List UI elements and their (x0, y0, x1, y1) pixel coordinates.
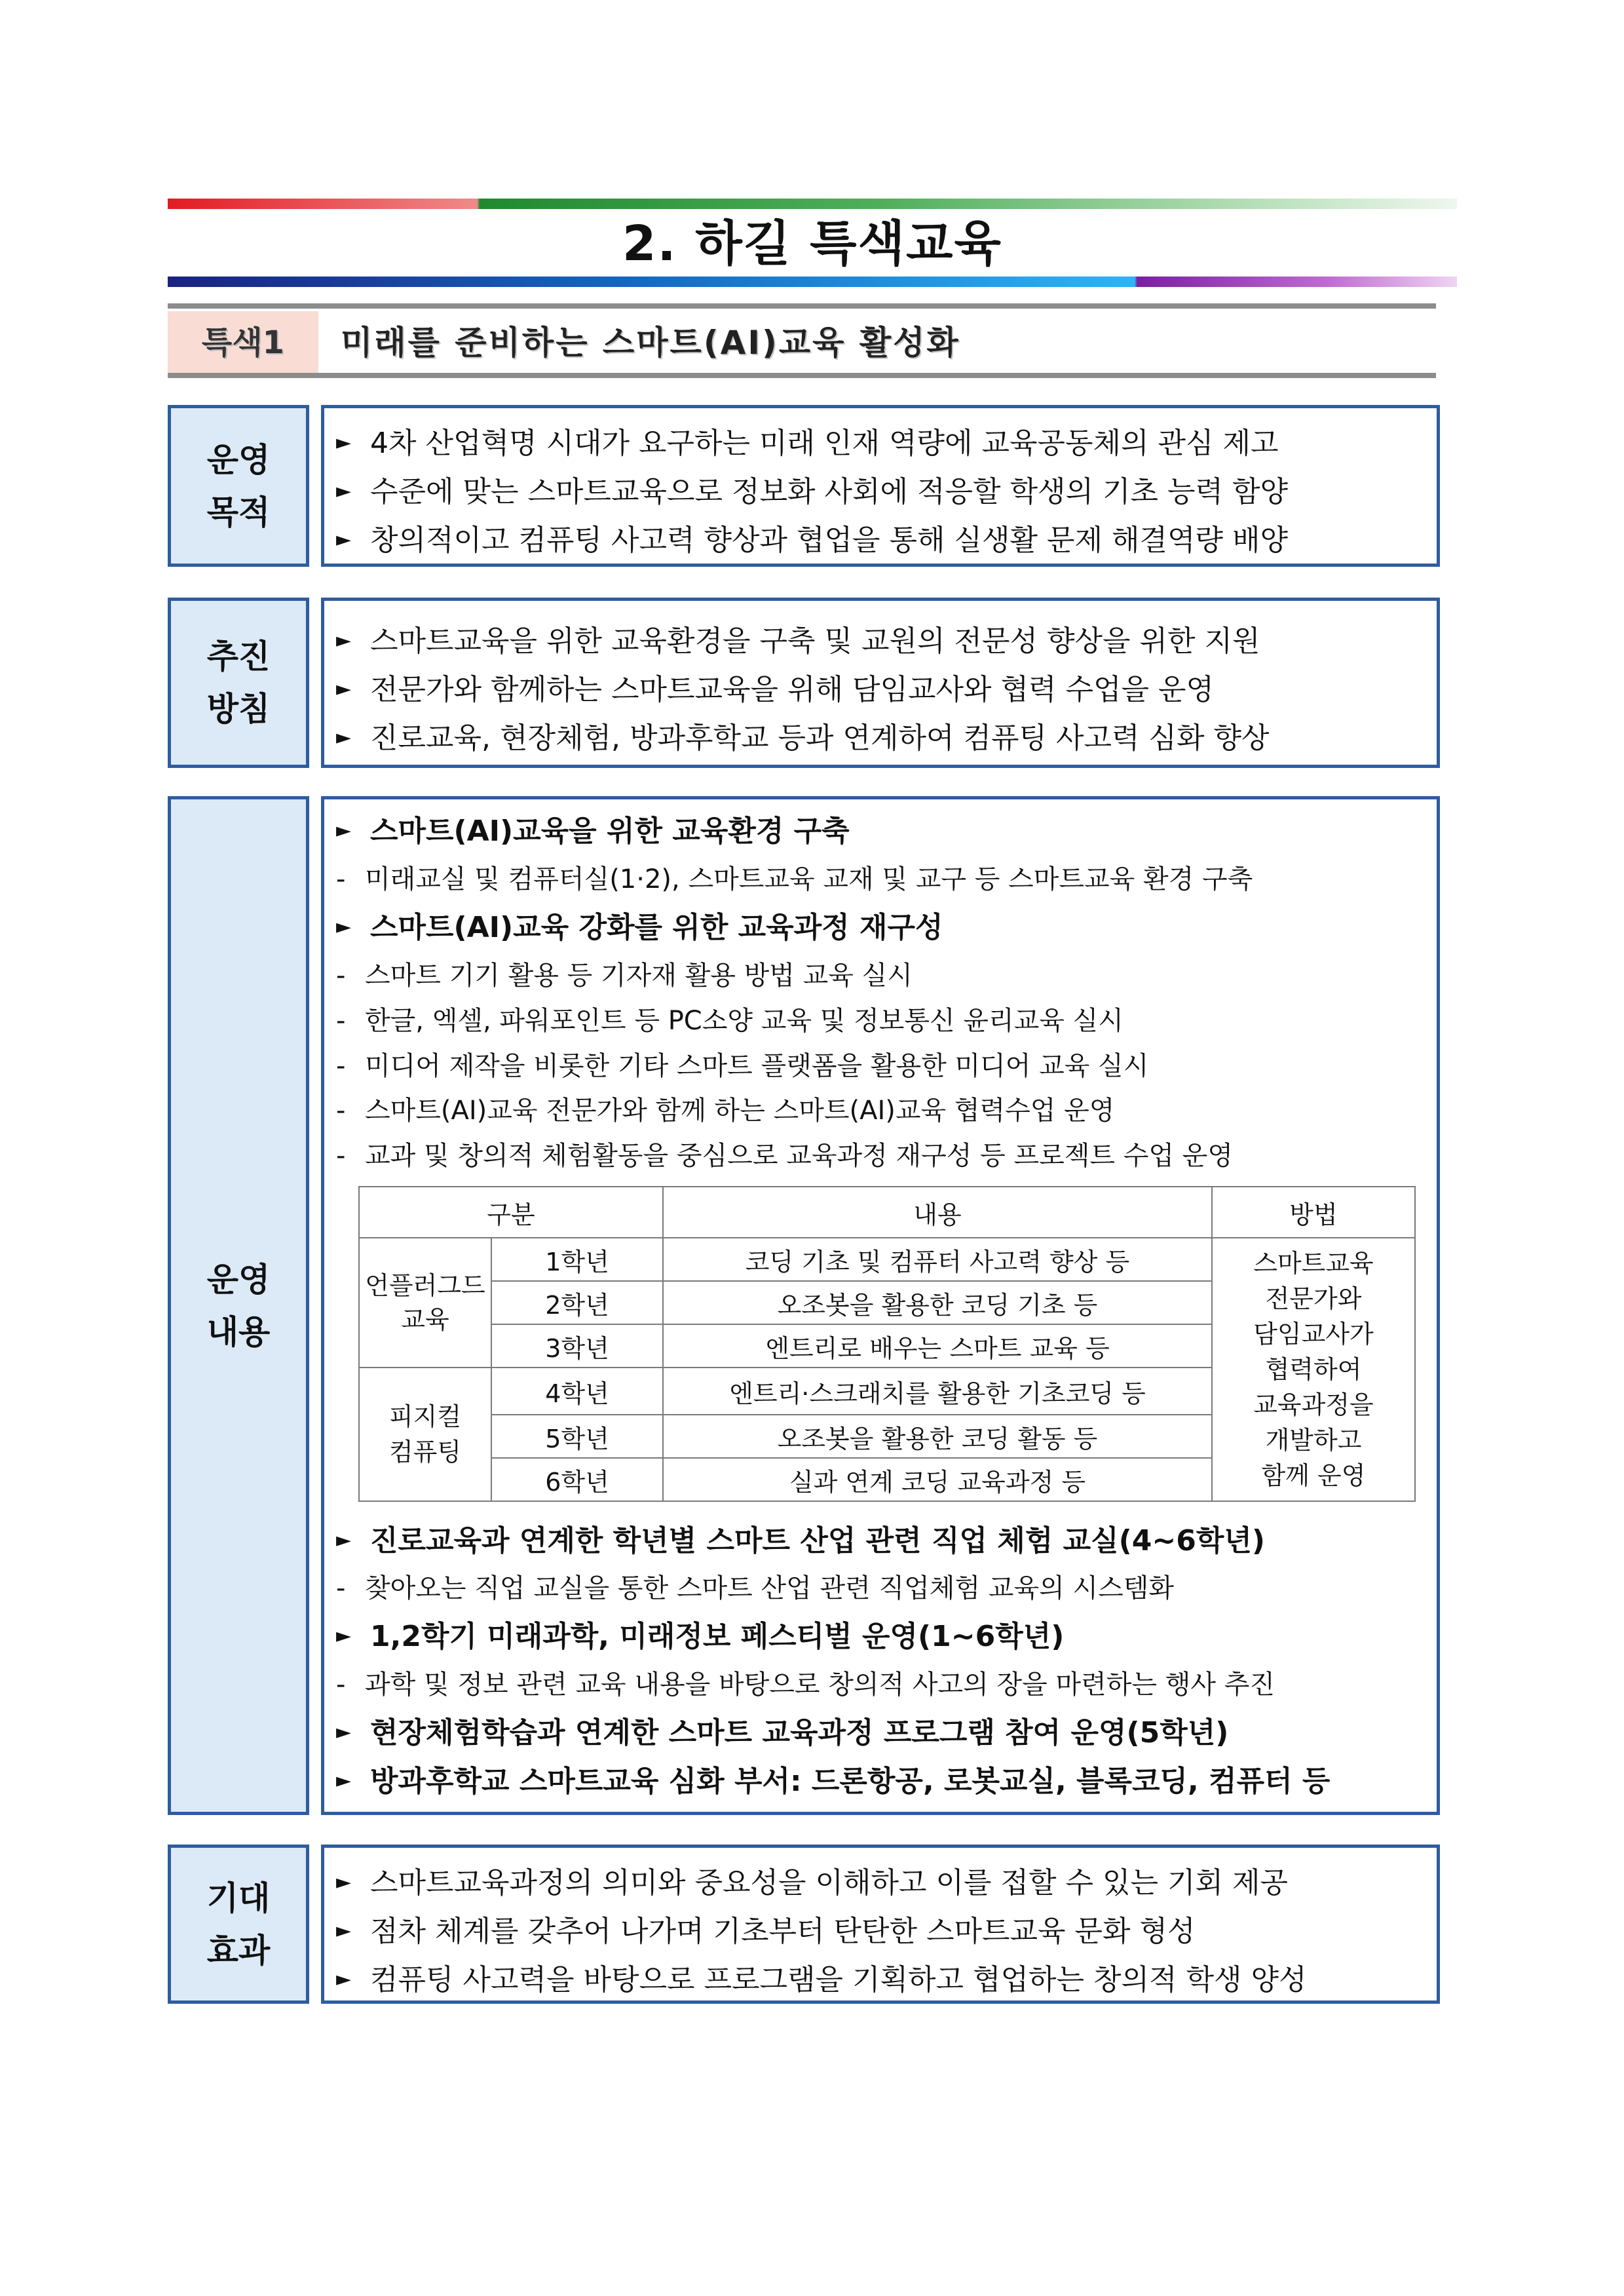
triangle-bullet-icon: ► (336, 1967, 352, 1991)
triangle-bullet-icon: ► (336, 1769, 352, 1792)
effect-item: ► 스마트교육과정의 의미와 중요성을 이해하고 이를 접할 수 있는 기회 제공 (336, 1866, 1288, 1900)
purpose-label (168, 405, 309, 567)
content-label-line2: 내용 (206, 1312, 271, 1351)
content-heading: ► 스마트(AI)교육을 위한 교육환경 구축 (336, 814, 850, 848)
policy-label-line1: 추진 (206, 638, 271, 676)
content-label-line1: 운영 (206, 1260, 271, 1299)
feature-tag: 특색1 (168, 311, 318, 374)
triangle-bullet-icon: ► (336, 725, 352, 749)
triangle-bullet-icon: ► (336, 1720, 352, 1744)
table-cell-content: 실과 연계 코딩 교육과정 등 (663, 1458, 1212, 1501)
policy-label (168, 598, 309, 768)
table-grade: 6학년 (491, 1458, 663, 1501)
page-title: 2. 하길 특색교육 (622, 216, 1003, 272)
content-detail: - 교과 및 창의적 체험활동을 중심으로 교육과정 재구성 등 프로젝트 수업 운영 (336, 1141, 1233, 1171)
triangle-bullet-icon: ► (336, 1624, 352, 1647)
purpose-label-line2: 목적 (206, 493, 271, 531)
table-group-physical: 피지컬 컴퓨팅 (359, 1368, 491, 1501)
table-cell-content: 오조봇을 활용한 코딩 기초 등 (663, 1281, 1212, 1324)
grade-program-table (358, 1186, 1416, 1502)
content-heading: ► 방과후학교 스마트교육 심화 부서: 드론항공, 로봇교실, 블록코딩, 컴퓨터 등 (336, 1765, 1331, 1798)
table-grade: 2학년 (491, 1281, 663, 1324)
content-detail: - 스마트 기기 활용 등 기자재 활용 방법 교육 실시 (336, 961, 913, 991)
content-detail: - 한글, 엑셀, 파워포인트 등 PC소양 교육 및 정보통신 윤리교육 실시 (336, 1006, 1124, 1036)
policy-item: ► 전문가와 함께하는 스마트교육을 위해 담임교사와 협력 수업을 운영 (336, 673, 1215, 706)
table-cell-content: 오조봇을 활용한 코딩 활동 등 (663, 1415, 1212, 1458)
effect-content (321, 1845, 1440, 2004)
feature-top-rule (168, 303, 1436, 309)
table-header-method: 방법 (1212, 1187, 1415, 1238)
policy-item: ► 진로교육, 현장체험, 방과후학교 등과 연계하여 컴퓨팅 사고력 심화 향상 (336, 721, 1270, 755)
triangle-bullet-icon: ► (336, 430, 352, 454)
triangle-bullet-icon: ► (336, 915, 352, 938)
triangle-bullet-icon: ► (336, 1919, 352, 1942)
title-top-gradient-bar (168, 199, 1457, 209)
effect-label-line2: 효과 (206, 1931, 271, 1970)
purpose-content (321, 405, 1440, 567)
content-detail: - 미래교실 및 컴퓨터실(1·2), 스마트교육 교재 및 교구 등 스마트교육 환경 구축 (336, 864, 1253, 894)
effect-item: ► 컴퓨팅 사고력을 바탕으로 프로그램을 기획하고 협업하는 창의적 학생 양성 (336, 1963, 1307, 1997)
triangle-bullet-icon: ► (336, 818, 352, 842)
policy-label-line2: 방침 (206, 690, 271, 728)
purpose-label-line1: 운영 (206, 440, 271, 479)
content-heading: ► 1,2학기 미래과학, 미래정보 페스티벌 운영(1~6학년) (336, 1620, 1065, 1653)
table-cell-content: 엔트리·스크래치를 활용한 기초코딩 등 (663, 1368, 1212, 1415)
policy-item: ► 스마트교육을 위한 교육환경을 구축 및 교원의 전문성 향상을 위한 지원 (336, 624, 1260, 658)
feature-title: 미래를 준비하는 스마트(AI)교육 활성화 (341, 324, 960, 362)
triangle-bullet-icon: ► (336, 1870, 352, 1894)
table-header-category: 구분 (359, 1187, 663, 1238)
content-label (168, 796, 309, 1815)
purpose-item: ► 수준에 맞는 스마트교육으로 정보화 사회에 적응할 학생의 기초 능력 함양 (336, 475, 1288, 508)
content-heading: ► 스마트(AI)교육 강화를 위한 교육과정 재구성 (336, 911, 943, 944)
effect-label-line1: 기대 (206, 1879, 271, 1917)
content-heading: ► 현장체험학습과 연계한 스마트 교육과정 프로그램 참여 운영(5학년) (336, 1716, 1229, 1750)
table-cell-content: 엔트리로 배우는 스마트 교육 등 (663, 1324, 1212, 1368)
effect-item: ► 점차 체계를 갖추어 나가며 기초부터 탄탄한 스마트교육 문화 형성 (336, 1915, 1196, 1948)
table-grade: 1학년 (491, 1238, 663, 1281)
triangle-bullet-icon: ► (336, 527, 352, 551)
table-cell-content: 코딩 기초 및 컴퓨터 사고력 향상 등 (663, 1238, 1212, 1281)
content-detail: - 찾아오는 직업 교실을 통한 스마트 산업 관련 직업체험 교육의 시스템화 (336, 1573, 1174, 1603)
purpose-item: ► 창의적이고 컴퓨팅 사고력 향상과 협업을 통해 실생활 문제 해결역량 배양 (336, 524, 1288, 557)
content-detail: - 과학 및 정보 관련 교육 내용을 바탕으로 창의적 사고의 장을 마련하는 행사 추진 (336, 1670, 1275, 1700)
content-detail: - 미디어 제작을 비롯한 기타 스마트 플랫폼을 활용한 미디어 교육 실시 (336, 1051, 1149, 1081)
content-detail: - 스마트(AI)교육 전문가와 함께 하는 스마트(AI)교육 협력수업 운영 (336, 1096, 1115, 1126)
title-bottom-gradient-bar (168, 277, 1457, 287)
policy-content (321, 598, 1440, 768)
triangle-bullet-icon: ► (336, 628, 352, 652)
table-grade: 5학년 (491, 1415, 663, 1458)
triangle-bullet-icon: ► (336, 479, 352, 503)
purpose-item: ► 4차 산업혁명 시대가 요구하는 미래 인재 역량에 교육공동체의 관심 제고 (336, 427, 1279, 460)
feature-bottom-rule (168, 373, 1436, 378)
content-body (321, 796, 1440, 1815)
triangle-bullet-icon: ► (336, 677, 352, 700)
table-group-unplugged: 언플러그드 교육 (359, 1238, 491, 1368)
table-grade: 4학년 (491, 1368, 663, 1415)
table-grade: 3학년 (491, 1324, 663, 1368)
table-header-content: 내용 (663, 1187, 1212, 1238)
effect-label (168, 1845, 309, 2004)
table-method: 스마트교육 전문가와 담임교사가 협력하여 교육과정을 개발하고 함께 운영 (1212, 1238, 1415, 1501)
content-heading: ► 진로교육과 연계한 학년별 스마트 산업 관련 직업 체험 교실(4~6학년) (336, 1524, 1265, 1558)
triangle-bullet-icon: ► (336, 1528, 352, 1552)
